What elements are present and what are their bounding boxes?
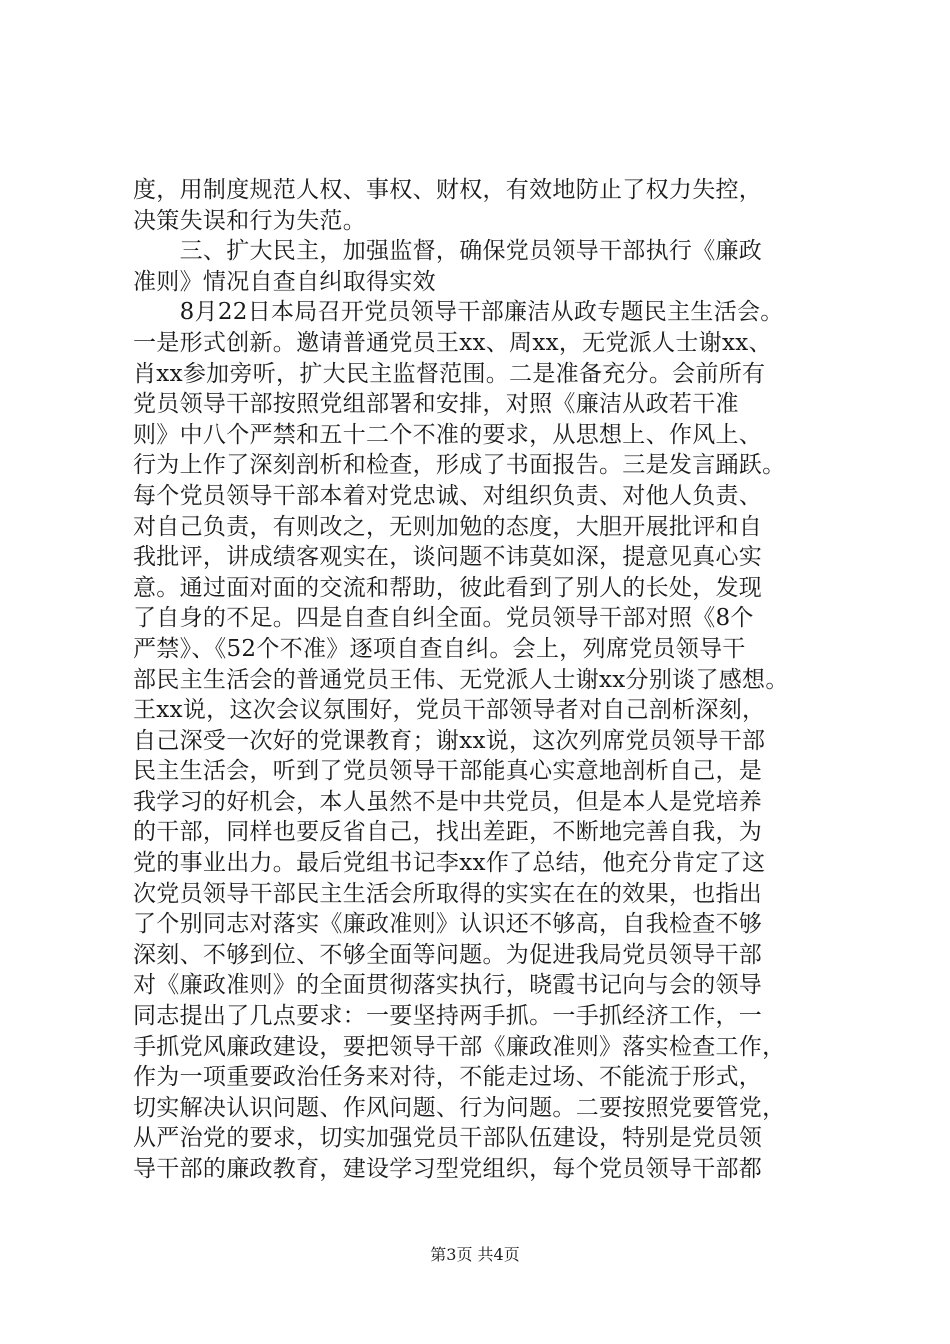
text-line: 切实解决认识问题、作风问题、行为问题。二要按照党要管党，	[133, 1094, 786, 1121]
text-line: 我学习的好机会，本人虽然不是中共党员，但是本人是党培养	[133, 788, 763, 815]
text-line: 度，用制度规范人权、事权、财权，有效地防止了权力失控，	[133, 177, 763, 203]
text-line: 了自身的不足。四是自查自纠全面。党员领导干部对照《8个	[133, 605, 754, 632]
text-line: 一是形式创新。邀请普通党员王xx、周xx，无党派人士谢xx、	[133, 329, 772, 356]
text-line: 每个党员领导干部本着对党忠诚、对组织负责、对他人负责、	[133, 482, 763, 509]
text-line: 8月22日本局召开党员领导干部廉洁从政专题民主生活会。	[133, 299, 784, 326]
text-line: 次党员领导干部民主生活会所取得的实实在在的效果，也指出	[133, 880, 763, 907]
text-line: 部民主生活会的普通党员王伟、无党派人士谢xx分别谈了感想。	[133, 666, 789, 693]
text-line: 导干部的廉政教育，建设学习型党组织，每个党员领导干部都	[133, 1156, 763, 1182]
text-line: 我批评，讲成绩客观实在，谈问题不讳莫如深，提意见真心实	[133, 544, 763, 571]
text-line: 对《廉政准则》的全面贯彻落实执行，晓霞书记向与会的领导	[133, 972, 763, 999]
text-line: 意。通过面对面的交流和帮助，彼此看到了别人的长处，发现	[133, 574, 763, 601]
text-line: 党的事业出力。最后党组书记李xx作了总结，他充分肯定了这	[133, 850, 766, 877]
text-line: 的干部，同样也要反省自己，找出差距，不断地完善自我，为	[133, 819, 763, 846]
text-line: 肖xx参加旁听，扩大民主监督范围。二是准备充分。会前所有	[133, 360, 766, 387]
text-line: 严禁》、《52个不准》逐项自查自纠。会上，列席党员领导干	[133, 635, 746, 662]
text-line: 手抓党风廉政建设，要把领导干部《廉政准则》落实检查工作，	[133, 1033, 786, 1060]
text-line: 自己深受一次好的党课教育；谢xx说，这次列席党员领导干部	[133, 727, 766, 754]
page-number-footer: 第3页 共4页	[430, 1245, 520, 1264]
text-line: 深刻、不够到位、不够全面等问题。为促进我局党员领导干部	[133, 941, 763, 968]
text-line: 了个别同志对落实《廉政准则》认识还不够高，自我检查不够	[133, 911, 763, 938]
text-line: 对自己负责，有则改之，无则加勉的态度，大胆开展批评和自	[133, 513, 763, 540]
text-line: 民主生活会，听到了党员领导干部能真心实意地剖析自己，是	[133, 758, 763, 785]
text-line: 从严治党的要求，切实加强党员干部队伍建设，特别是党员领	[133, 1125, 763, 1152]
text-line: 则》中八个严禁和五十二个不准的要求，从思想上、作风上、	[133, 421, 763, 448]
section-heading-line: 三、扩大民主，加强监督，确保党员领导干部执行《廉政	[133, 238, 763, 265]
section-heading-line: 准则》情况自查自纠取得实效	[133, 268, 436, 295]
text-line: 王xx说，这次会议氛围好，党员干部领导者对自己剖析深刻，	[133, 697, 766, 724]
body-text	[133, 175, 848, 1185]
text-line: 决策失误和行为失范。	[133, 207, 366, 234]
text-line: 作为一项重要政治任务来对待，不能走过场、不能流于形式，	[133, 1064, 763, 1091]
text-line: 行为上作了深刻剖析和检查，形成了书面报告。三是发言踊跃。	[133, 452, 786, 479]
text-line: 同志提出了几点要求：一要坚持两手抓。一手抓经济工作，一	[133, 1003, 763, 1030]
text-line: 党员领导干部按照党组部署和安排，对照《廉洁从政若干准	[133, 391, 739, 418]
